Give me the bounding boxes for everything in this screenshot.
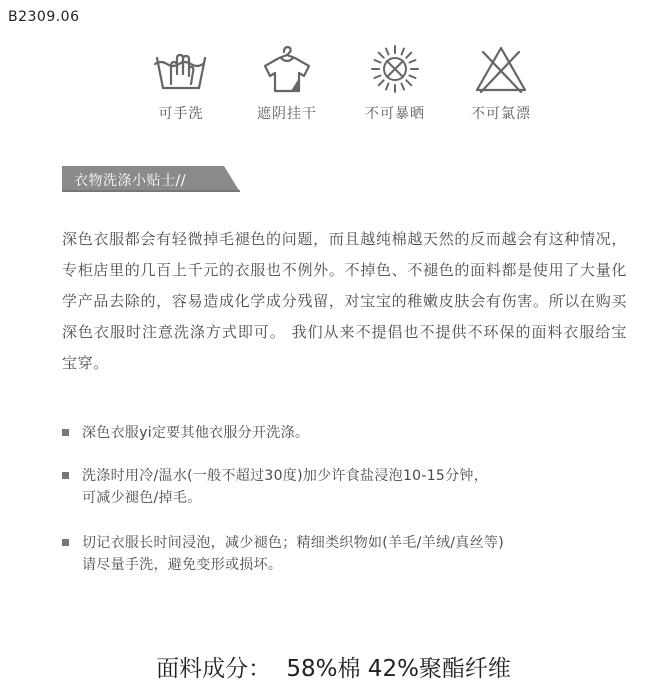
square-bullet-icon bbox=[62, 539, 69, 546]
fabric-label: 面料成分： bbox=[156, 656, 272, 682]
product-code: B2309.06 bbox=[8, 9, 80, 25]
tip-text-continued: 请尽量手洗，避免变形或损坏。 bbox=[82, 557, 283, 573]
tip-text: 深色衣服yi定要其他衣服分开洗涤。 bbox=[82, 425, 310, 441]
tip-text-continued: 可减少褪色/掉毛。 bbox=[82, 490, 202, 506]
tip-text: 洗涤时用冷/温水(一般不超过30度)加少许食盐浸泡10-15分钟， bbox=[82, 468, 489, 484]
fabric-value: 58%棉 42%聚酯纤维 bbox=[286, 656, 511, 682]
care-item-shade-hang-dry bbox=[232, 44, 342, 123]
care-label-no-bleach: 不可氯漂 bbox=[471, 106, 531, 122]
no-sun-icon bbox=[365, 44, 425, 94]
care-label-no-sun: 不可暴晒 bbox=[365, 106, 425, 122]
fabric-composition bbox=[0, 650, 667, 683]
care-item-no-bleach bbox=[446, 44, 556, 123]
care-item-no-sun bbox=[340, 44, 450, 123]
tip-text: 切记衣服长时间浸泡，减少褪色；精细类织物如(羊毛/羊绒/真丝等) bbox=[82, 535, 504, 551]
no-bleach-icon bbox=[471, 44, 531, 94]
care-label-hand-wash: 可手洗 bbox=[158, 106, 204, 122]
care-icons-row bbox=[0, 44, 667, 134]
tips-banner-title: 衣物洗涤小贴士// bbox=[74, 173, 186, 189]
shade-hang-dry-icon bbox=[257, 44, 317, 94]
hand-wash-icon bbox=[151, 44, 211, 94]
square-bullet-icon bbox=[62, 472, 69, 479]
care-item-hand-wash bbox=[126, 44, 236, 123]
care-label-shade-hang-dry: 遮阴挂干 bbox=[257, 106, 317, 122]
care-paragraph: 深色衣服都会有轻微掉毛褪色的问题，而且越纯棉越天然的反而越会有这种情况，专柜店里的几百上千元的衣服也不例外。不掉色、不褪色的面料都是使用了大量化学产品去除的，容易造成化学成分残留，对宝宝的稚嫩皮肤会有伤害。所以在购买深色衣服时注意洗涤方式即可。 我们从来不提倡也不提供不环保的面料衣服给宝宝穿。 bbox=[62, 230, 627, 372]
square-bullet-icon bbox=[62, 429, 69, 436]
